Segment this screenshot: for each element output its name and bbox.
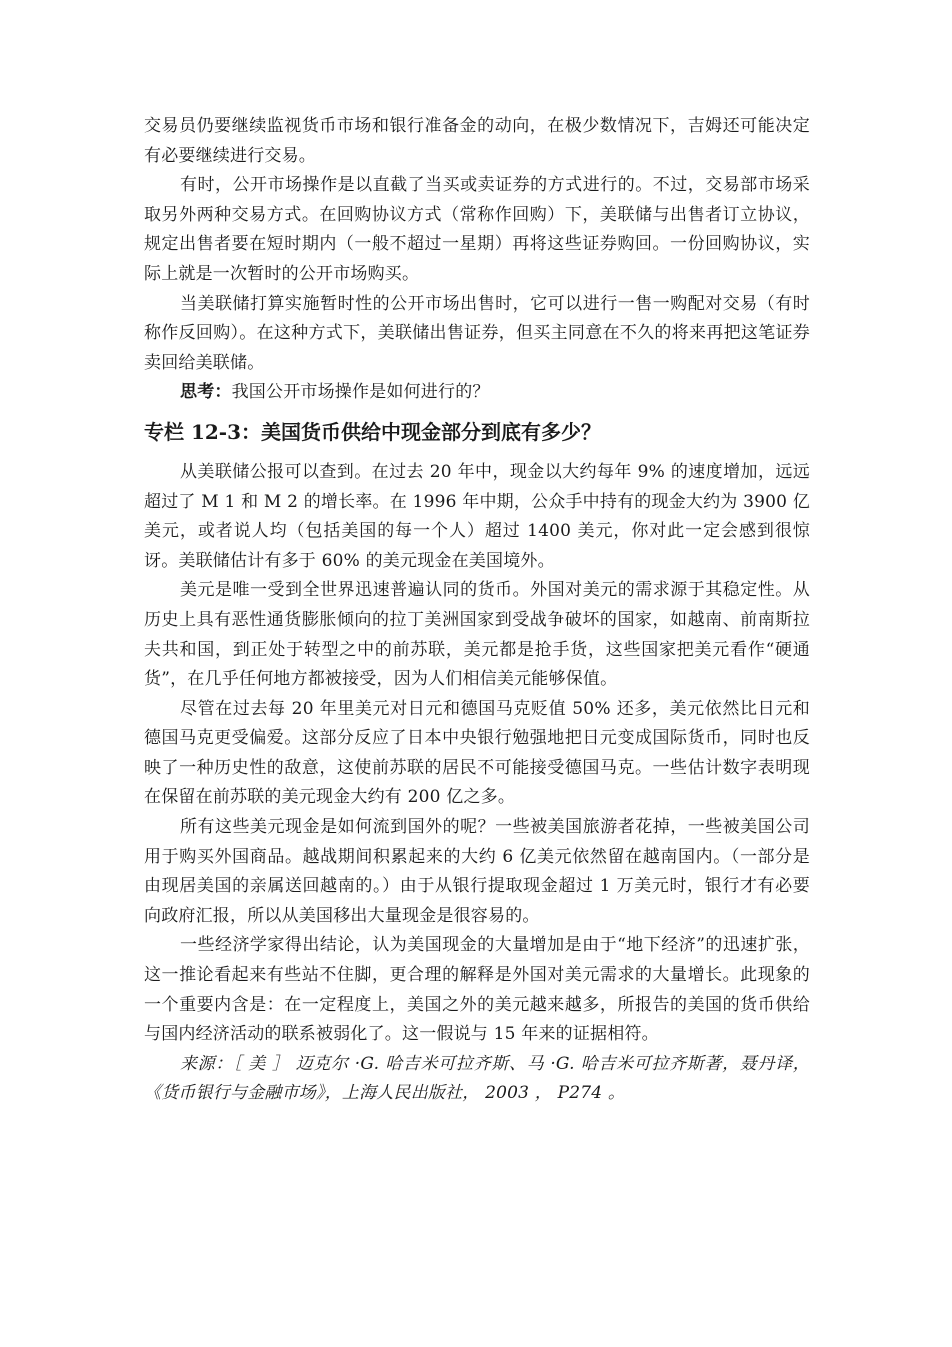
section-title: 专栏 12-3：美国货币供给中现金部分到底有多少？	[144, 419, 602, 444]
think-text: 我国公开市场操作是如何进行的？	[231, 382, 490, 403]
box-paragraph-1: 从美联储公报可以查到。在过去 20 年中，现金以大约每年 9% 的速度增加，远远超过了 M 1 和 M 2 的增长率。在 1996 年中期，公众手中持有的现金大约为 3900 亿美元，或者说人均（包括美国的每一个人）超过 1400 美元，你对此一定会感到很惊讶。美联储估计有多于 60% 的美元现金在美国境外。	[144, 461, 810, 571]
box-paragraph-3: 尽管在过去每 20 年里美元对日元和德国马克贬值 50% 还多，美元依然比日元和德国马克更受偏爱。这部分反应了日本中央银行勉强地把日元变成国际货币，同时也反映了一种历史性的敌意，这使前苏联的居民不可能接受德国马克。一些估计数字表明现在保留在前苏联的美元现金大约有 200 亿之多。	[144, 698, 810, 808]
paragraph-repo: 有时，公开市场操作是以直截了当买或卖证券的方式进行的。不过，交易部市场采取另外两种交易方式。在回购协议方式（常称作回购）下，美联储与出售者订立协议，规定出售者要在短时期内（一般不超过一星期）再将这些证券购回。一份回购协议，实际上就是一次暂时的公开市场购买。	[144, 175, 810, 284]
box-paragraph-2: 美元是唯一受到全世界迅速普遍认同的货币。外国对美元的需求源于其稳定性。从历史上具有恶性通货膨胀倾向的拉丁美洲国家到受战争破坏的国家，如越南、前南斯拉夫共和国，到正处于转型之中的前苏联，美元都是抢手货，这些国家把美元看作“硬通货”，在几乎任何地方都被接受，因为人们相信美元能够保值。	[144, 580, 810, 690]
document-page	[144, 112, 810, 1109]
box-paragraph-5: 一些经济学家得出结论，认为美国现金的大量增加是由于“地下经济”的迅速扩张，这一推论看起来有些站不住脚，更合理的解释是外国对美元需求的大量增长。此现象的一个重要内含是：在一定程度上，美国之外的美元越来越多，所报告的美国的货币供给与国内经济活动的联系被弱化了。这一假说与 15 年来的证据相符。	[144, 935, 810, 1045]
paragraph-reverse-repo: 当美联储打算实施暂时性的公开市场出售时，它可以进行一售一购配对交易（有时称作反回购）。在这种方式下，美联储出售证券，但买主同意在不久的将来再把这笔证券卖回给美联储。	[144, 293, 810, 373]
continuation-paragraph: 交易员仍要继续监视货币市场和银行准备金的动向，在极少数情况下，吉姆还可能决定有必要继续进行交易。	[144, 116, 810, 166]
box-paragraph-4: 所有这些美元现金是如何流到国外的呢？一些被美国旅游者花掉，一些被美国公司用于购买外国商品。越战期间积累起来的大约 6 亿美元依然留在越南国内。（一部分是由现居美国的亲属送回越南的。）由于从银行提取现金超过 1 万美元时，银行才有必要向政府汇报，所以从美国移出大量现金是很容易的。	[144, 817, 810, 926]
think-label: 思考：	[180, 382, 232, 403]
source-citation: 来源：［ 美 ］ 迈克尔 ·G. 哈吉米可拉齐斯、马 ·G. 哈吉米可拉齐斯著，聂丹译，《货币银行与金融市场》，上海人民出版社， 2003 ， P274 。	[144, 1053, 810, 1104]
think-question	[144, 378, 810, 408]
